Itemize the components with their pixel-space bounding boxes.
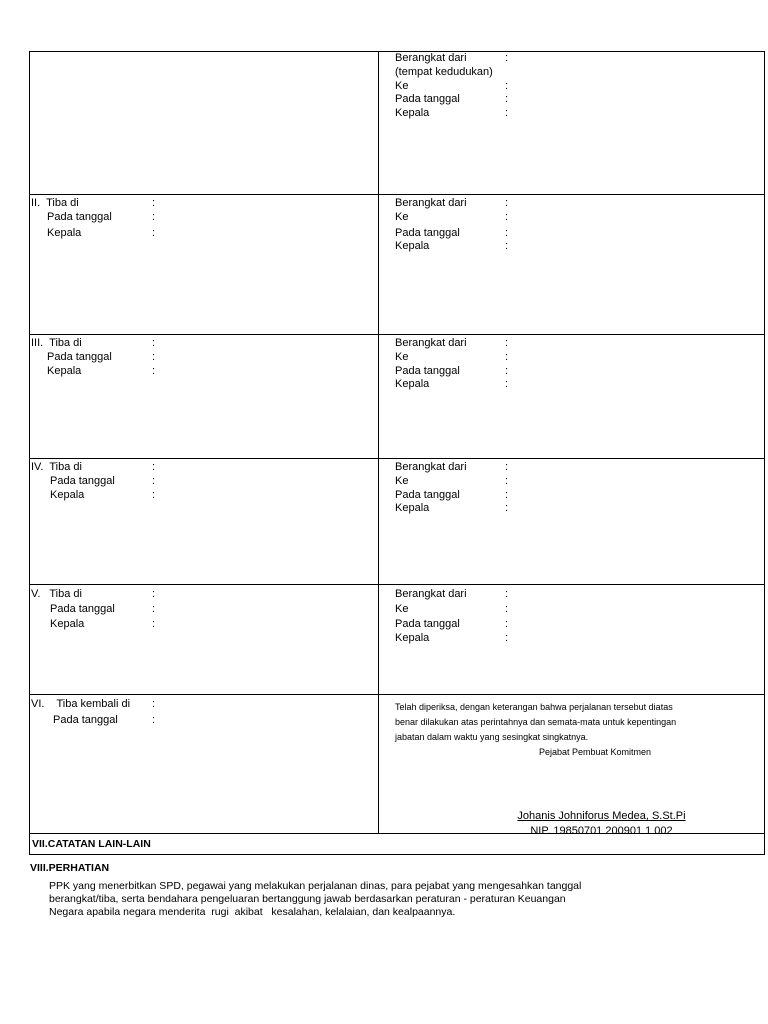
field-label: Ke <box>395 602 409 615</box>
field-colon: : <box>152 197 156 209</box>
section-v-row <box>30 585 764 695</box>
field-label: IV. Tiba di <box>31 461 82 473</box>
field-label: Ke <box>395 350 409 363</box>
section-i-departure-fields <box>395 52 509 121</box>
field-line <box>31 698 156 712</box>
field-line <box>395 488 509 503</box>
section-vi-row <box>30 695 764 837</box>
verification-note <box>395 700 755 760</box>
field-line <box>31 602 156 617</box>
field-colon: : <box>505 337 509 349</box>
field-line <box>395 474 509 489</box>
field-label: Berangkat dari <box>395 461 467 473</box>
section-iv-arrival-fields <box>31 461 156 502</box>
section-iii-left-cell <box>30 335 379 458</box>
field-line <box>395 240 509 254</box>
field-label: Kepala <box>50 617 85 630</box>
section-iv-row <box>30 459 764 585</box>
field-colon: : <box>152 337 156 349</box>
section-v-left-cell <box>30 585 379 694</box>
field-line <box>395 210 509 225</box>
field-label: Pada tanggal <box>395 617 460 630</box>
section-i-row <box>30 52 764 195</box>
field-colon: : <box>505 502 509 515</box>
field-line <box>395 364 509 379</box>
field-label: Pada tanggal <box>47 210 112 223</box>
note-line: Telah diperiksa, dengan keterangan bahwa perjalanan tersebut diatas <box>395 702 673 712</box>
field-line <box>395 502 509 516</box>
field-line <box>31 364 156 379</box>
section-iv-left-cell <box>30 459 379 584</box>
field-label: Ke <box>395 210 409 223</box>
field-colon: : <box>505 378 509 391</box>
catatan-title: VII.CATATAN LAIN-LAIN <box>32 838 151 850</box>
field-line <box>395 79 509 94</box>
field-label: Berangkat dari <box>395 337 467 349</box>
field-label: Kepala <box>47 226 82 239</box>
field-label: Pada tanggal <box>53 713 118 726</box>
field-label: V. Tiba di <box>31 588 82 600</box>
perhatian-line: berangkat/tiba, serta bendahara pengeluaran bertanggung jawab berdasarkan peraturan - peraturan Keuangan <box>49 893 566 905</box>
field-colon: : <box>505 461 509 473</box>
field-line <box>31 588 156 602</box>
section-iv-right-cell <box>379 459 764 584</box>
field-line <box>395 197 509 211</box>
field-line <box>31 713 156 728</box>
field-label: Berangkat dari <box>395 197 467 209</box>
section-iv-departure-fields <box>395 461 509 516</box>
field-colon: : <box>152 698 156 710</box>
section-iii-arrival-fields <box>31 337 156 378</box>
field-label: Berangkat dari <box>395 588 467 600</box>
section-ii-right-cell <box>379 195 764 334</box>
field-line <box>31 474 156 489</box>
section-ii-departure-fields <box>395 197 509 254</box>
field-label: Kepala <box>395 378 430 391</box>
field-colon: : <box>505 226 509 239</box>
field-colon: : <box>505 107 509 120</box>
field-line <box>395 337 509 351</box>
field-label: Pada tanggal <box>395 488 460 501</box>
field-line <box>395 602 509 617</box>
field-colon: : <box>505 588 509 600</box>
section-vi-return-fields <box>31 698 156 728</box>
field-label: Pada tanggal <box>395 93 460 106</box>
signer-nip: NIP. 19850701 200901 1 002 <box>530 825 673 837</box>
field-colon: : <box>505 52 509 64</box>
field-colon: : <box>152 488 156 501</box>
field-colon: : <box>152 602 156 615</box>
note-line: benar dilakukan atas perintahnya dan semata-mata untuk kepentingan <box>395 717 677 727</box>
field-label: Kepala <box>50 488 85 501</box>
field-colon: : <box>505 79 509 92</box>
section-v-arrival-fields <box>31 588 156 631</box>
section-vi-right-cell <box>379 695 764 837</box>
field-line <box>395 617 509 632</box>
field-label: Pada tanggal <box>395 364 460 377</box>
section-ii-row <box>30 195 764 335</box>
field-colon: : <box>152 226 156 239</box>
field-colon: : <box>152 588 156 600</box>
field-line <box>31 226 156 241</box>
field-label: Pada tanggal <box>47 350 112 363</box>
note-line: jabatan dalam waktu yang sesingkat singkatnya. <box>395 732 589 742</box>
field-line <box>31 197 156 211</box>
field-line <box>395 461 509 475</box>
section-v-right-cell <box>379 585 764 694</box>
field-colon: : <box>152 461 156 473</box>
field-colon: : <box>152 617 156 630</box>
field-line <box>31 337 156 351</box>
field-label: Kepala <box>395 502 430 515</box>
field-line <box>395 93 509 107</box>
section-i-left-cell <box>30 52 379 194</box>
field-line <box>31 488 156 503</box>
field-colon: : <box>152 364 156 377</box>
field-line <box>31 210 156 225</box>
pejabat-title: Pejabat Pembuat Komitmen <box>538 747 652 757</box>
field-colon: : <box>505 197 509 209</box>
spd-back-table <box>29 51 765 855</box>
field-colon: : <box>505 93 509 106</box>
field-colon: : <box>152 210 156 223</box>
field-colon: : <box>152 350 156 363</box>
field-colon: : <box>152 474 156 487</box>
field-label: (tempat kedudukan) <box>395 65 493 78</box>
field-label: Pada tanggal <box>50 474 115 487</box>
field-label: Pada tanggal <box>395 226 460 239</box>
section-v-departure-fields <box>395 588 509 646</box>
field-label: II. Tiba di <box>31 197 79 209</box>
field-line <box>395 632 509 646</box>
field-line <box>395 378 509 392</box>
field-line <box>31 617 156 632</box>
signer-name: Johanis Johniforus Medea, S.St.Pi <box>517 810 686 822</box>
field-colon: : <box>505 350 509 363</box>
field-colon: : <box>505 602 509 615</box>
field-label: Pada tanggal <box>50 602 115 615</box>
field-line <box>31 350 156 365</box>
field-label: Berangkat dari <box>395 52 467 64</box>
field-colon: : <box>505 488 509 501</box>
field-label: III. Tiba di <box>31 337 82 349</box>
section-iii-right-cell <box>379 335 764 458</box>
field-colon: : <box>505 474 509 487</box>
field-line <box>395 66 493 80</box>
field-label: VI. Tiba kembali di <box>31 698 131 710</box>
field-colon: : <box>505 632 509 645</box>
field-line <box>395 107 509 121</box>
field-colon: : <box>505 240 509 253</box>
section-iii-row <box>30 335 764 459</box>
perhatian-line: Negara apabila negara menderita rugi akibat kesalahan, kelalaian, dan kealpaannya. <box>49 906 456 918</box>
field-line <box>395 226 509 241</box>
field-colon: : <box>505 617 509 630</box>
field-label: Ke <box>395 474 409 487</box>
section-iii-departure-fields <box>395 337 509 392</box>
field-line <box>31 461 156 475</box>
field-colon: : <box>505 364 509 377</box>
perhatian-title: VIII.PERHATIAN <box>30 862 110 874</box>
field-line <box>395 52 509 66</box>
field-colon: : <box>152 713 156 726</box>
perhatian-line: PPK yang menerbitkan SPD, pegawai yang melakukan perjalanan dinas, para pejabat yang mengesahkan tanggal <box>49 880 582 892</box>
field-label: Kepala <box>395 107 430 120</box>
perhatian-text <box>49 880 609 919</box>
section-i-right-cell <box>379 52 764 194</box>
section-ii-left-cell <box>30 195 379 334</box>
section-vi-left-cell <box>30 695 379 833</box>
field-label: Kepala <box>395 240 430 253</box>
field-label: Ke <box>395 79 409 92</box>
section-ii-arrival-fields <box>31 197 156 240</box>
field-line <box>395 588 509 602</box>
field-colon: : <box>505 210 509 223</box>
field-label: Kepala <box>47 364 82 377</box>
catatan-row <box>30 834 764 854</box>
field-label: Kepala <box>395 632 430 645</box>
field-line <box>395 350 509 365</box>
